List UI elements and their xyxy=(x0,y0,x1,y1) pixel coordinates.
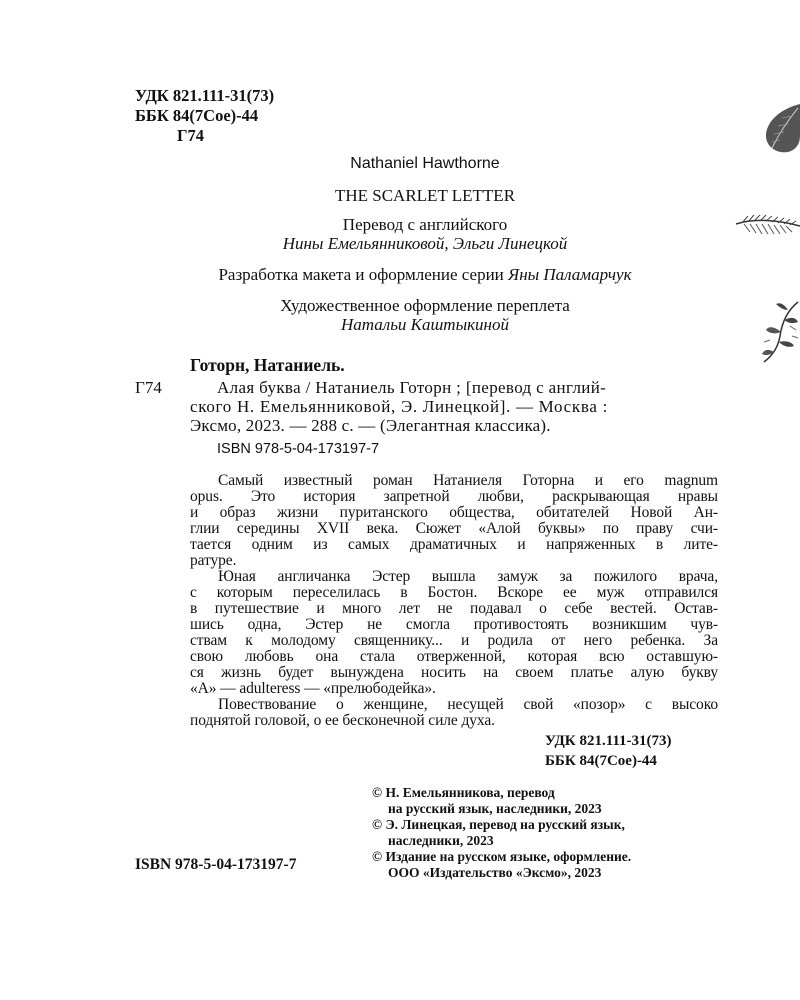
annotation-line: свою любовь она стала отверженной, которая всю оставшую- xyxy=(190,648,718,665)
layout-author: Яны Паламарчук xyxy=(508,265,632,284)
bibliographic-line-2: ского Н. Емельянниковой, Э. Линецкой]. — Москва : xyxy=(190,397,608,416)
bbk-code: ББК 84(7Сое)-44 xyxy=(135,106,259,125)
bibliographic-mark: Г74 xyxy=(135,378,162,397)
annotation-line: в путешествие и много лет не подавал о себе вестей. Остав- xyxy=(190,600,718,617)
annotation-paragraph-3 xyxy=(190,697,718,729)
copyright-translator-2-cont: наследники, 2023 xyxy=(388,833,494,848)
binding-label: Художественное оформление переплета xyxy=(280,296,570,315)
annotation-line: ратуре. xyxy=(190,552,237,569)
copyright-translator-1: © Н. Емельянникова, перевод xyxy=(372,785,555,800)
annotation-line: тается одним из самых драматичных и напряженных в лите- xyxy=(190,536,718,553)
annotation-line: с которым переселилась в Бостон. Вскоре ее муж отправился xyxy=(190,584,718,601)
isbn-bottom: ISBN 978-5-04-173197-7 xyxy=(135,856,297,873)
bibliographic-heading: Готорн, Натаниель. xyxy=(190,355,345,375)
annotation-line: ствам к молодому священнику... и родила от него ребенка. За xyxy=(190,632,718,649)
feather-icon xyxy=(734,212,800,242)
author-mark: Г74 xyxy=(177,126,204,145)
bibliographic-line-1: Алая буква / Натаниель Готорн ; [перевод с англий- xyxy=(217,378,607,397)
leaf-icon xyxy=(762,100,800,160)
annotation-paragraph-2 xyxy=(190,569,718,697)
author-original: Nathaniel Hawthorne xyxy=(350,155,500,172)
footer-udk-code: УДК 821.111-31(73) xyxy=(545,733,672,749)
footer-bbk-code: ББК 84(7Сое)-44 xyxy=(545,753,657,769)
annotation-paragraph-1 xyxy=(190,473,718,569)
annotation-line: глии середины XVII века. Сюжет «Алой буквы» по праву счи- xyxy=(190,520,718,537)
annotation-line: и образ жизни пуританского общества, обитателей Новой Ан- xyxy=(190,504,718,521)
udk-code: УДК 821.111-31(73) xyxy=(135,86,275,105)
annotation-line: поднятой головой, о ее бесконечной силе духа. xyxy=(190,712,495,729)
copyright-translator-2: © Э. Линецкая, перевод на русский язык, xyxy=(372,817,625,832)
binding-author: Натальи Каштыкиной xyxy=(341,315,509,334)
annotation-line: «А» — adulteress — «прелюбодейка». xyxy=(190,680,436,697)
bibliographic-line-3: Эксмо, 2023. — 288 с. — (Элегантная классика). xyxy=(190,416,551,435)
copyright-block xyxy=(372,785,631,881)
translators: Нины Емельянниковой, Эльги Линецкой xyxy=(282,234,568,253)
annotation-line: opus. Это история запретной любви, раскрывающая нравы xyxy=(190,488,718,505)
copyright-publisher-cont: ООО «Издательство «Эксмо», 2023 xyxy=(388,865,602,880)
title-original: THE SCARLET LETTER xyxy=(334,186,516,205)
plant-sprig-icon xyxy=(758,296,800,366)
isbn-line: ISBN 978-5-04-173197-7 xyxy=(217,441,380,457)
annotation-line: Юная англичанка Эстер вышла замуж за пожилого врача, xyxy=(218,568,718,585)
annotation-line: ся жизнь будет вынуждена носить на своем платье алую букву xyxy=(190,664,718,681)
layout-label: Разработка макета и оформление серии xyxy=(218,265,504,284)
copyright-publisher: © Издание на русском языке, оформление. xyxy=(372,849,632,864)
copyright-translator-1-cont: на русский язык, наследники, 2023 xyxy=(388,801,602,816)
annotation-line: Самый известный роман Натаниеля Готорна и его magnum xyxy=(218,472,718,489)
annotation-line: шись одна, Эстер не смогла противостоять возникшим чув- xyxy=(190,616,718,633)
annotation-line: Повествование о женщине, несущей свой «позор» с высоко xyxy=(218,696,718,713)
series-layout-credit xyxy=(130,265,720,285)
translation-label: Перевод с английского xyxy=(342,215,508,234)
